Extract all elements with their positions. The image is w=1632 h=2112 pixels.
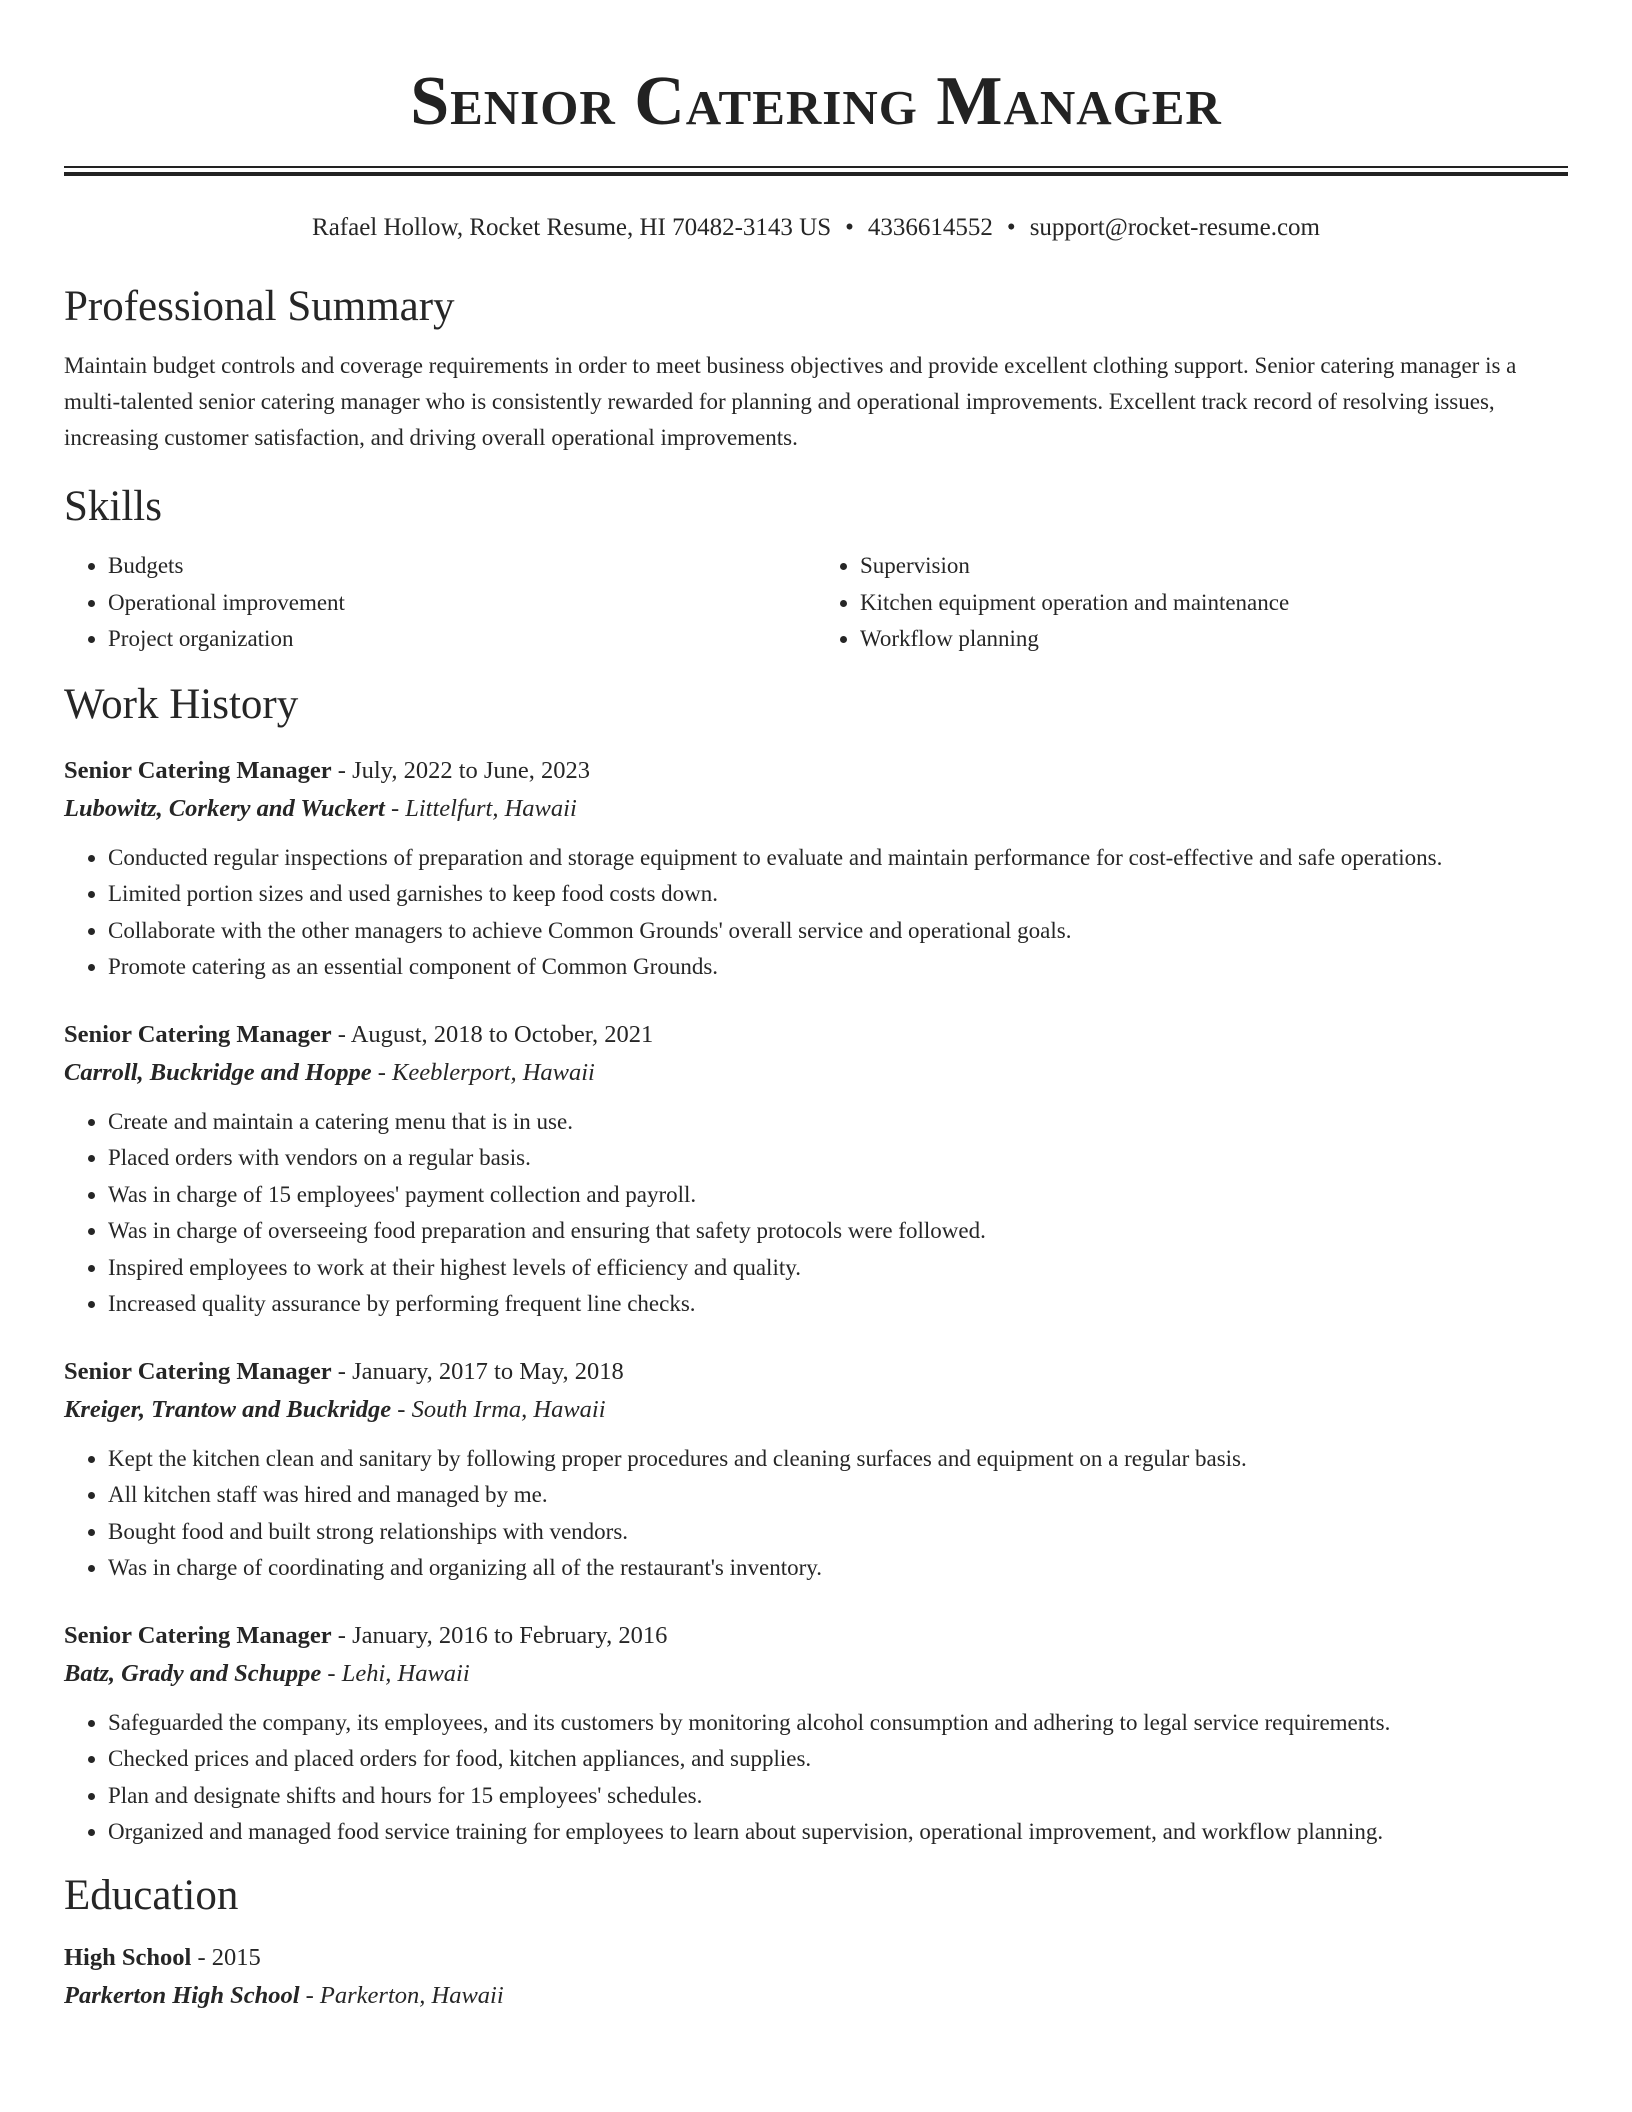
education-location: - Parkerton, Hawaii [299,1981,504,2009]
job-title: Senior Catering Manager [64,1621,332,1649]
job-employer [64,1054,1568,1092]
job-bullet: • Limited portion sizes and used garnishes to keep food costs down. [108,876,1568,913]
job-bullet: • Collaborate with the other managers to achieve Common Grounds' overall service and operational goals. [108,913,1568,950]
skills-section [64,482,1568,658]
job-header [64,752,1568,790]
job-employer [64,790,1568,828]
job-entry [64,1617,1568,1851]
job-dates: - January, 2017 to May, 2018 [331,1357,624,1385]
contact-phone: 4336614552 [867,214,993,241]
job-location: - South Irma, Hawaii [391,1395,606,1423]
job-bullet: • Conducted regular inspections of preparation and storage equipment to evaluate and maintain performance for cost-effective and safe operations. [108,840,1568,877]
contact-line [64,212,1568,244]
skills-list-right [816,548,1568,658]
resume-title: Senior Catering Manager [410,63,1222,140]
summary-heading: Professional Summary [64,283,455,330]
job-employer [64,1391,1568,1429]
skill-item: • Budgets [108,548,816,585]
education-year: - 2015 [191,1943,261,1971]
title-divider [64,166,1568,176]
skill-item: • Supervision [860,548,1568,585]
job-company: Carroll, Buckridge and Hoppe [64,1058,372,1086]
job-bullet: • Checked prices and placed orders for food, kitchen appliances, and supplies. [108,1741,1568,1778]
job-company: Kreiger, Trantow and Buckridge [64,1395,392,1423]
skill-item: • Workflow planning [860,621,1568,658]
job-bullet: • Safeguarded the company, its employees, and its customers by monitoring alcohol consumption and adhering to legal service requirements. [108,1705,1568,1742]
job-title: Senior Catering Manager [64,1020,332,1048]
job-location: - Keeblerport, Hawaii [371,1058,595,1086]
skill-item: • Project organization [108,621,816,658]
job-header [64,1353,1568,1391]
job-header [64,1617,1568,1655]
summary-section [64,282,1568,456]
job-dates: - July, 2022 to June, 2023 [331,756,591,784]
job-entry [64,1016,1568,1323]
contact-separator: • [845,214,854,241]
education-degree: High School [64,1943,192,1971]
education-section [64,1871,1568,2015]
job-entry [64,752,1568,986]
job-bullets [64,1104,1568,1323]
job-bullet: • Was in charge of 15 employees' payment collection and payroll. [108,1177,1568,1214]
job-employer [64,1655,1568,1693]
job-bullet: • Promote catering as an essential component of Common Grounds. [108,949,1568,986]
job-bullet: • Was in charge of overseeing food preparation and ensuring that safety protocols were followed. [108,1213,1568,1250]
job-location: - Littelfurt, Hawaii [384,794,577,822]
education-heading: Education [64,1871,239,1919]
work-history-section [64,680,1568,1851]
job-header [64,1016,1568,1054]
job-bullet: • Increased quality assurance by performing frequent line checks. [108,1286,1568,1323]
job-title: Senior Catering Manager [64,1357,332,1385]
work-history-heading: Work History [64,680,299,728]
job-bullet: • Inspired employees to work at their highest levels of efficiency and quality. [108,1250,1568,1287]
education-header [64,1939,1568,1977]
education-entry [64,1939,1568,2015]
job-dates: - January, 2016 to February, 2016 [331,1621,668,1649]
summary-text: Maintain budget controls and coverage requirements in order to meet business objectives and provide excellent clothing support. Senior catering manager is a multi-talented senior catering manager who is consistently rewarded for planning and operational improvements. Excellent track record of resolving issues, increasing customer satisfaction, and driving overall operational improvements. [64,353,1517,450]
contact-address: Rafael Hollow, Rocket Resume, HI 70482-3143 US [312,214,832,241]
skills-heading: Skills [64,483,162,530]
education-school: Parkerton High School [64,1981,300,2009]
job-bullet: • Placed orders with vendors on a regular basis. [108,1140,1568,1177]
job-location: - Lehi, Hawaii [321,1659,470,1687]
job-title: Senior Catering Manager [64,756,332,784]
contact-email: support@rocket-resume.com [1029,214,1320,241]
job-company: Batz, Grady and Schuppe [64,1659,322,1687]
job-bullet: • Kept the kitchen clean and sanitary by following proper procedures and cleaning surfaces and equipment on a regular basis. [108,1441,1568,1478]
education-institution [64,1977,1568,2015]
skill-item: • Operational improvement [108,585,816,622]
job-bullet: • All kitchen staff was hired and managed by me. [108,1477,1568,1514]
job-bullet: • Bought food and built strong relationships with vendors. [108,1514,1568,1551]
job-bullets [64,1441,1568,1587]
skills-list-left [64,548,816,658]
job-bullet: • Plan and designate shifts and hours for 15 employees' schedules. [108,1778,1568,1815]
job-bullet: • Create and maintain a catering menu that is in use. [108,1104,1568,1141]
job-entry [64,1353,1568,1587]
job-bullets [64,840,1568,986]
job-company: Lubowitz, Corkery and Wuckert [64,794,385,822]
job-bullet: • Organized and managed food service training for employees to learn about supervision, operational improvement, and workflow planning. [108,1814,1568,1851]
job-bullet: • Was in charge of coordinating and organizing all of the restaurant's inventory. [108,1550,1568,1587]
job-dates: - August, 2018 to October, 2021 [331,1020,654,1048]
contact-separator: • [1006,214,1016,241]
skill-item: • Kitchen equipment operation and maintenance [860,585,1568,622]
job-bullets [64,1705,1568,1851]
skills-columns [64,548,1568,658]
